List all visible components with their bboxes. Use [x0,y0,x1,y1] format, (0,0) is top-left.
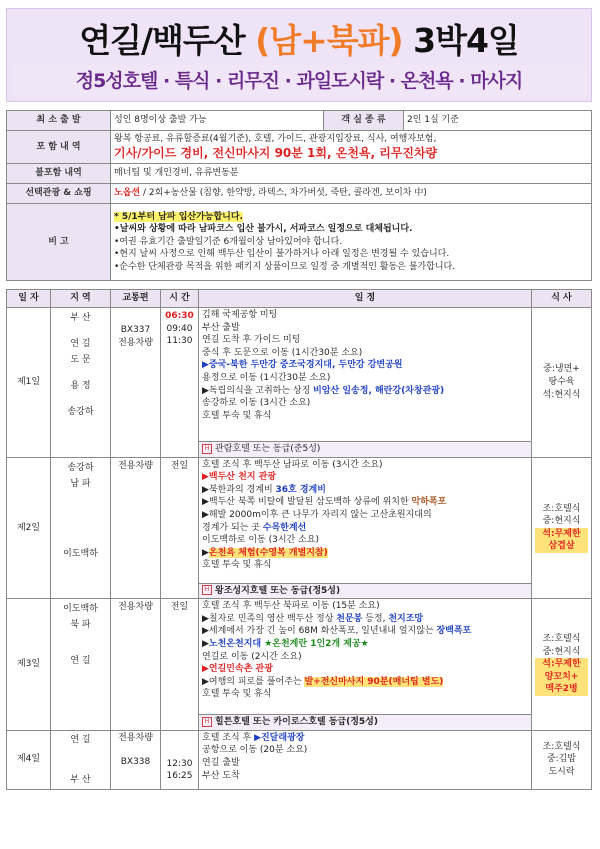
note-2: •날씨와 상황에 따라 남파코스 입산 불가시, 서파코스 일정으로 대체됩니다. [114,224,413,235]
hotel-icon: H [202,585,212,595]
col-time: 시 간 [161,290,199,308]
day2-hotel: H 왕조성지호텔 또는 동급(정5성) [199,583,532,599]
note-4: •현지 날씨 사정으로 인해 백두산 입산이 불가하거나 아래 일정은 변경될 수 있습니다. [114,249,450,260]
incl-line1: 왕복 항공료, 유류할증료(4월기준), 호텔, 가이드, 관광지입장료, 식사, 여행자보험, [114,134,437,145]
day2-transport: 전용차량 [111,457,161,599]
title-duration: 3박4일 [413,21,519,60]
day1-label: 제1일 [7,308,51,458]
day2-places: 송강하 남 파 이도백하 [51,457,111,599]
day3-time: 전일 [161,599,199,731]
day3-label: 제3일 [7,599,51,731]
day4-row [7,730,592,789]
note-3: •여권 유효기간 출발일기준 6개월이상 남아있어야 합니다. [114,236,343,247]
day1-places: 부 산 연 길 도 문 용 정 송강하 [51,308,111,458]
day2-label: 제2일 [7,457,51,599]
day3-row [7,599,592,715]
day4-places: 연 길 부 산 [51,730,111,789]
day3-meals: 조:호텔식 중:현지식 석:무제한 양꼬치+ 맥주2병 [532,599,592,731]
incl-value [111,131,592,164]
day4-plan: 호텔 조식 후 ▶진달래광장 공항으로 이동 (20분 소요) 연길 출발 부산 도착 [199,730,532,789]
day4-meals: 조:호텔식 중:김밥 도시락 [532,730,592,789]
day1-hotel: H 관람호텔 또는 동급(준5성) [199,442,532,458]
col-place: 지 역 [51,290,111,308]
day4-transport: 전용차량 BX338 [111,730,161,789]
day1-meals: 중:냉면+ 탕수육 석:현지식 [532,308,592,458]
col-plan: 일 정 [199,290,532,308]
incl-label: 포 함 내 역 [7,131,111,164]
option-label: 선택관광 & 쇼핑 [7,184,111,204]
note-1: * 5/1부터 남파 입산가능합니다. [114,211,243,222]
col-meal: 식 사 [532,290,592,308]
day2-time: 전일 [161,457,199,599]
room-label: 객 실 종 류 [324,111,404,131]
hotel-icon: H [202,717,212,727]
day1-plan: 김해 국제공항 미팅 부산 출발 연길 도착 후 가이드 미팅 중식 후 도문으로 이동 (1시간30분 소요) ▶중국-북한 두만강 중조국경지대, 두만강 강변공원 용정으로 이동 (1시간30분 소요) ▶독립의식을 고취하는 상징 비암산 일송정, 해란강(차창관광) 송강하로 이동 (3시간 소요) 호텔 투숙 및 휴식 [199,308,532,442]
hotel-icon: H [202,444,212,454]
note-label: 비 고 [7,204,111,281]
excl-value: 매너팁 및 개인경비, 유류변동분 [111,164,592,184]
room-value: 2인 1실 기준 [404,111,592,131]
day2-meals: 조:호텔식 중:현지식 석:무제한 삼겹살 [532,457,592,599]
page-title [7,15,591,62]
option-rest: / 2회+농산물 (침향, 한약방, 라텍스, 차가버섯, 죽탄, 콜라겐, 보이차 中) [140,188,427,199]
title-banner [6,8,592,102]
col-transport: 교통편 [111,290,161,308]
day3-hotel: H 힐튼호텔 또는 카이로스호텔 동급(정5성) [199,715,532,731]
day2-row [7,457,592,583]
day2-plan: 호텔 조식 후 백두산 남파로 이동 (3시간 소요) ▶백두산 천지 관광 ▶북한과의 경계비 36호 경계비 ▶백두산 북쪽 비탈에 발달된 삼도백하 상류에 위치한 악하폭포 ▶해발 2000m이후 큰 나무가 자리지 않는 고산초원지대의 경계가 되는 곳 수목한계선 이도백하로 이동 (3시간 소요) ▶온천욕 체험(수영복 개별지참) 호텔 투숙 및 휴식 [199,457,532,583]
subtitle-features: 정5성호텔 · 특식 · 리무진 · 과일도시락 · 온천욕 · 마사지 [11,65,587,97]
note-5: •순수한 단체관광 목적을 위한 패키지 상품이므로 일정 중 개별적인 활동은 불가합니다. [114,261,456,272]
title-highlight: (남+북파) [255,21,403,60]
day4-times: 12:30 16:25 [161,730,199,789]
title-main: 연길/백두산 [79,21,245,60]
day1-times: 06:30 09:40 11:30 [161,308,199,458]
note-value [111,204,592,281]
incl-line2: 기사/가이드 경비, 전신마사지 90분 1회, 온천욕, 리무진차량 [114,145,438,160]
col-day: 일 자 [7,290,51,308]
info-table [6,110,592,281]
day3-plan: 호텔 조식 후 백두산 북파로 이동 (15분 소요) ▶칠자로 민족의 영산 백두산 정상 천문봉 등정, 천지조망 ▶세계에서 가장 긴 높이 68M 화산폭포, 일년내내 얼지않는 장백폭포 ▶노천온천지대 ★온천계란 1인2개 제공★ 연길로 이동 (2시간 소요) ▶연길민속촌 관광 ▶여행의 피로를 풀어주는 발+전신마사지 90분(매너팁 별도) 호텔 투숙 및 휴식 [199,599,532,715]
no-option: 노옵션 [114,188,141,199]
day1-transport: BX337 전용차량 [111,308,161,458]
min-depart-label: 최 소 출 발 [7,111,111,131]
min-depart-value: 성인 8명이상 출발 가능 [111,111,324,131]
option-value [111,184,592,204]
day1-row [7,308,592,442]
day4-label: 제4일 [7,730,51,789]
day3-places: 이도백하 북 파 연 길 [51,599,111,731]
schedule-table [6,289,592,790]
day3-transport: 전용차량 [111,599,161,731]
excl-label: 불포함 내역 [7,164,111,184]
